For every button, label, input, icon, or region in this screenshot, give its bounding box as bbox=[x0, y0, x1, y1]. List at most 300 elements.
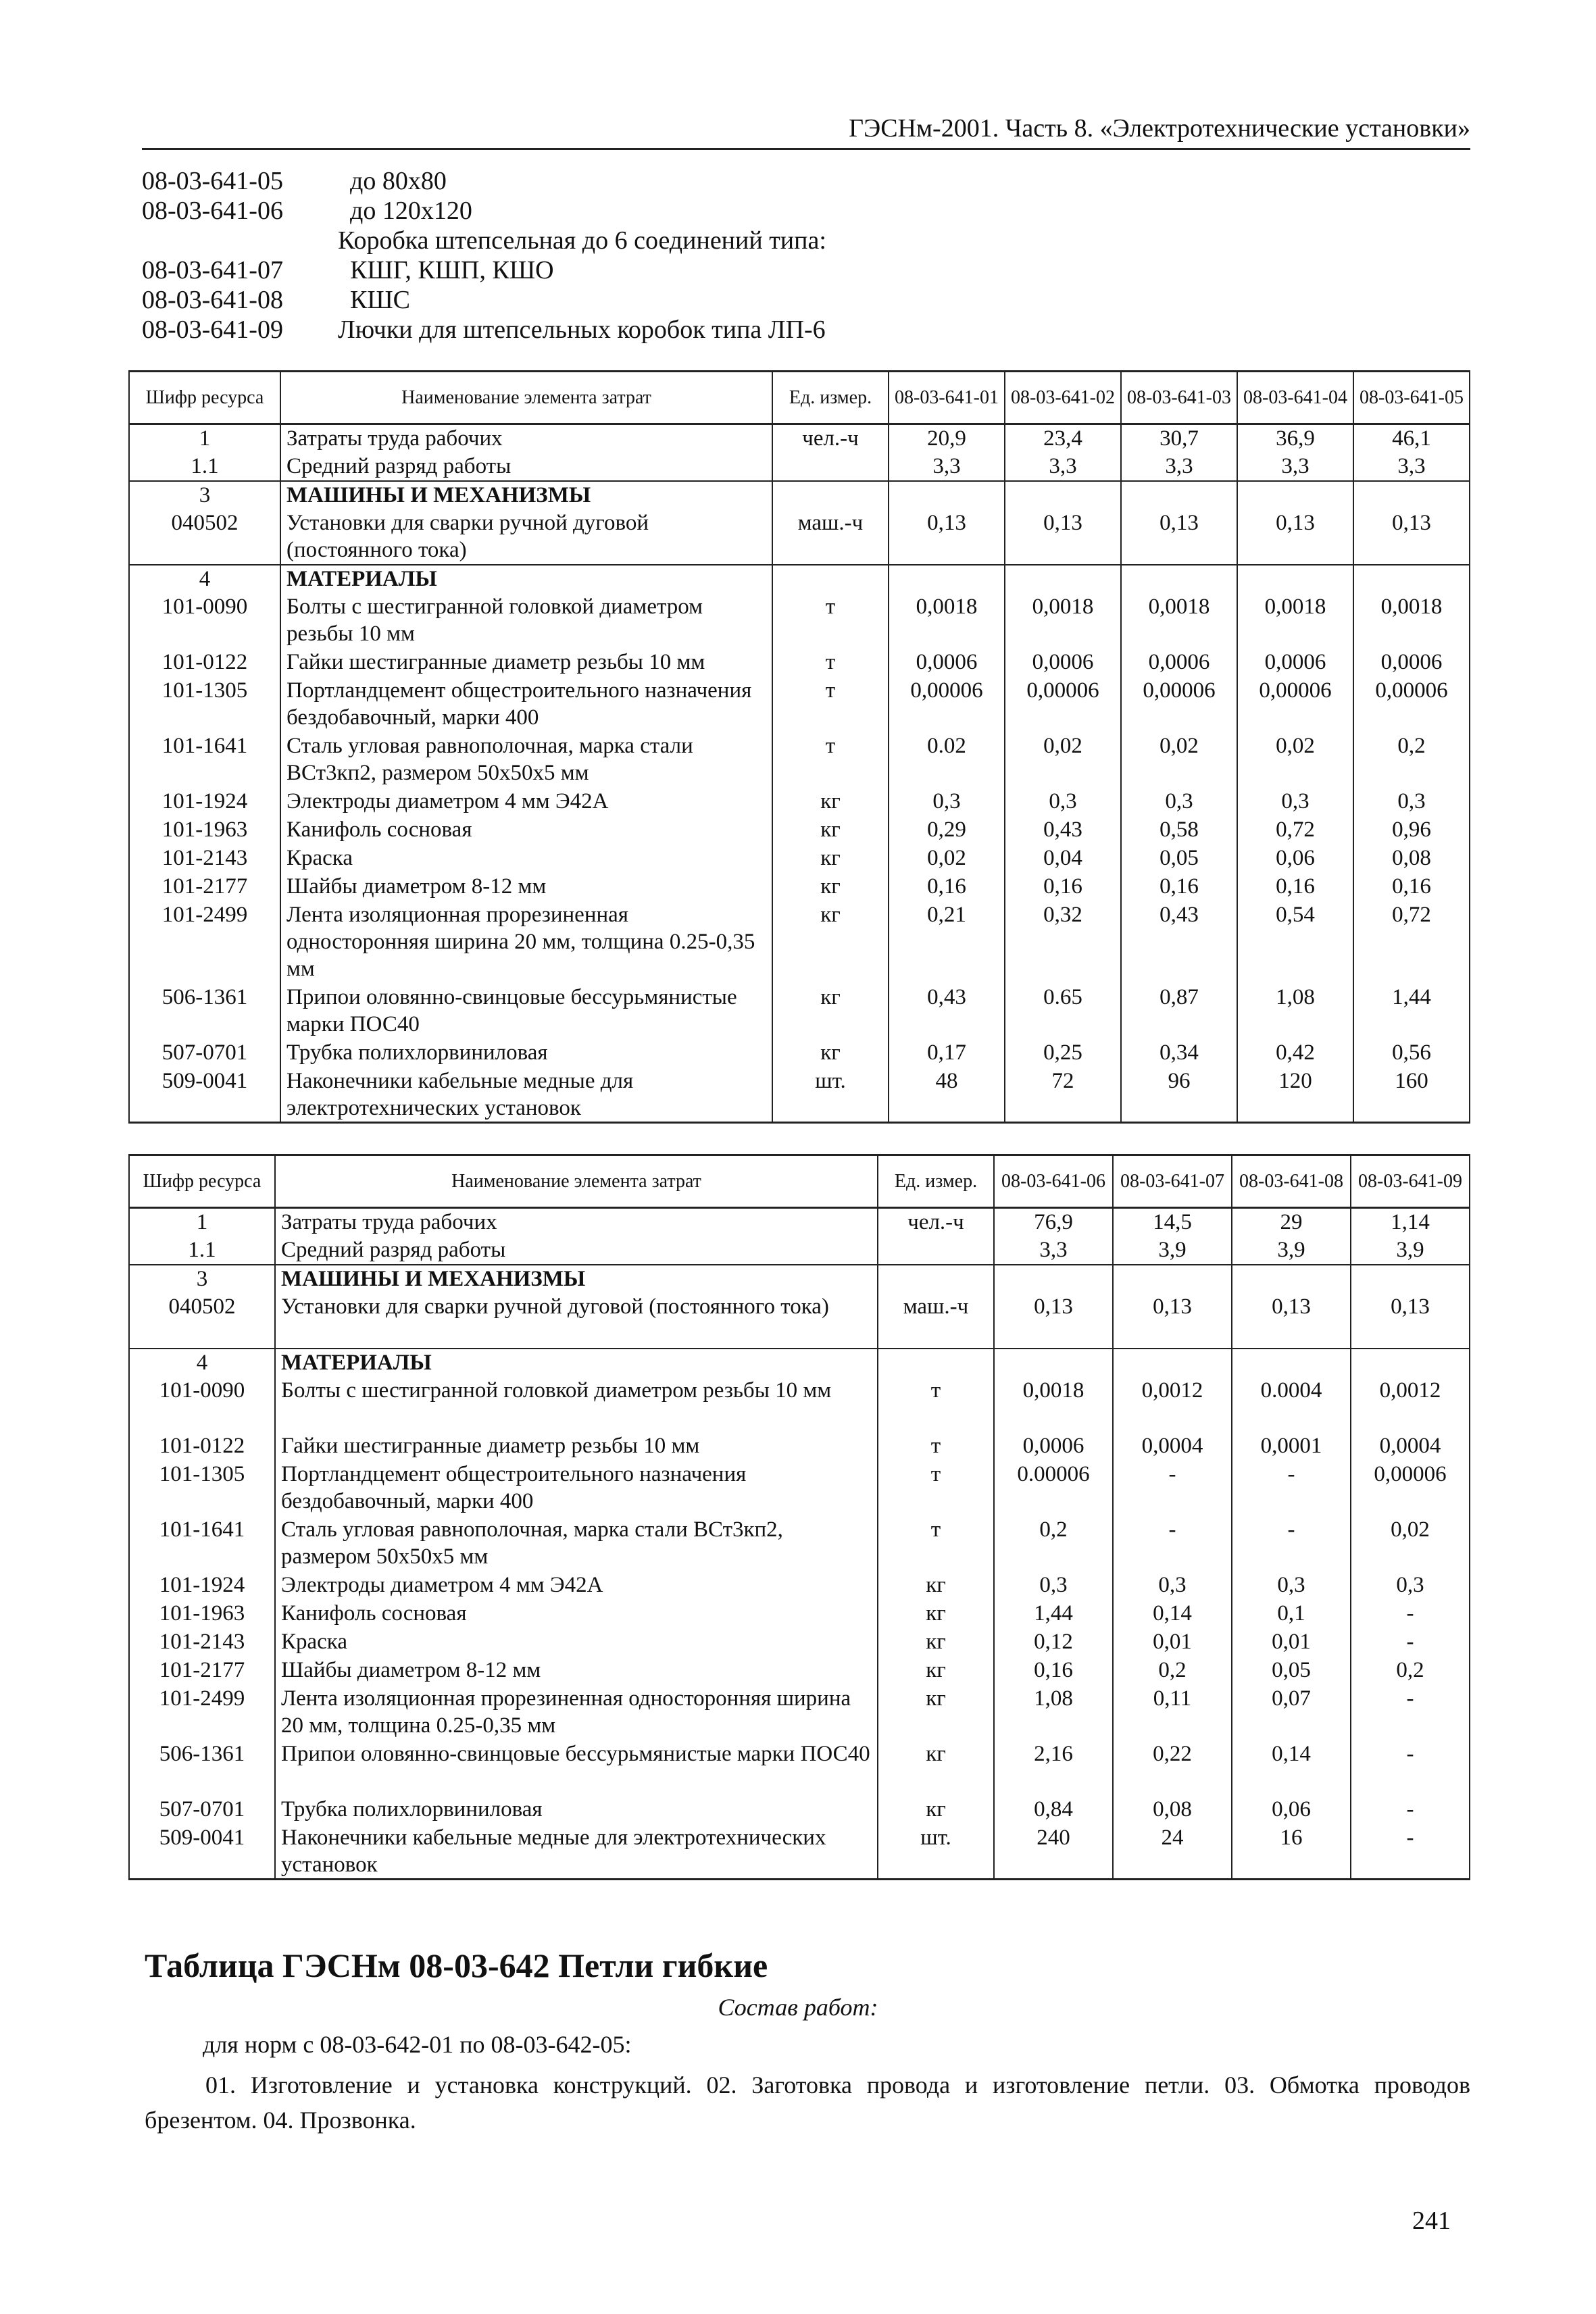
norm-value: - bbox=[1351, 1685, 1470, 1740]
resource-code: 101-1963 bbox=[129, 816, 280, 845]
col-header-name: Наименование элемента затрат bbox=[275, 1155, 878, 1208]
norm-value: 0,02 bbox=[889, 845, 1005, 873]
norm-value: 0,43 bbox=[889, 984, 1005, 1039]
unit: т bbox=[772, 593, 889, 649]
norm-value: 0,0018 bbox=[1237, 593, 1353, 649]
code-line bbox=[142, 315, 1223, 345]
resource-code: 101-1641 bbox=[129, 732, 280, 788]
unit: т bbox=[878, 1432, 994, 1461]
norm-desc: Лючки для штепсельных коробок типа ЛП-6 bbox=[338, 316, 826, 344]
resource-code: 101-2177 bbox=[129, 873, 280, 901]
unit: кг bbox=[878, 1600, 994, 1628]
col-header-name: Наименование элемента затрат bbox=[280, 372, 772, 424]
norm-code: 08-03-641-05 bbox=[142, 167, 283, 195]
unit: кг bbox=[772, 816, 889, 845]
norm-value: 0,07 bbox=[1232, 1685, 1351, 1740]
norm-value: 0,0006 bbox=[1237, 649, 1353, 677]
norm-value: 24 bbox=[1113, 1824, 1232, 1880]
table-row bbox=[129, 1628, 1470, 1657]
norm-value: 0,02 bbox=[1005, 732, 1121, 788]
resource-code: 4 bbox=[129, 565, 280, 593]
norm-value: 1,14 bbox=[1351, 1208, 1470, 1236]
cost-element-name: Трубка полихлорвиниловая bbox=[275, 1796, 878, 1824]
cost-element-name: Трубка полихлорвиниловая bbox=[280, 1039, 772, 1067]
col-header-code: Шифр ресурса bbox=[129, 1155, 275, 1208]
table-row bbox=[129, 732, 1470, 788]
table-row bbox=[129, 984, 1470, 1039]
norm-value: 0,0006 bbox=[1353, 649, 1470, 677]
norm-value: 0,00006 bbox=[1121, 677, 1237, 732]
unit bbox=[772, 565, 889, 593]
cost-element-name: Лента изоляционная прорезиненная односторонняя ширина 20 мм, толщина 0.25-0,35 мм bbox=[280, 901, 772, 984]
norm-value: - bbox=[1351, 1628, 1470, 1657]
resource-code: 101-1305 bbox=[129, 1461, 275, 1516]
norm-value: 3,3 bbox=[994, 1236, 1113, 1265]
resource-code: 507-0701 bbox=[129, 1796, 275, 1824]
norm-value: 0,13 bbox=[1121, 509, 1237, 565]
norm-value: 0,14 bbox=[1113, 1600, 1232, 1628]
table-row bbox=[129, 1740, 1470, 1796]
resource-code: 1 bbox=[129, 424, 280, 453]
col-header-norm: 08-03-641-07 bbox=[1113, 1155, 1232, 1208]
norm-value: 0,2 bbox=[1351, 1657, 1470, 1685]
resource-code: 507-0701 bbox=[129, 1039, 280, 1067]
norm-value: 0,0006 bbox=[994, 1432, 1113, 1461]
norm-value: 0,43 bbox=[1121, 901, 1237, 984]
norm-code bbox=[142, 226, 338, 255]
norm-value: - bbox=[1351, 1824, 1470, 1880]
norm-value: 0,22 bbox=[1113, 1740, 1232, 1796]
cost-element-name: МАТЕРИАЛЫ bbox=[275, 1349, 878, 1377]
norm-value: 0,0018 bbox=[889, 593, 1005, 649]
norm-value: 0,00006 bbox=[889, 677, 1005, 732]
cost-element-name: Затраты труда рабочих bbox=[275, 1208, 878, 1236]
norm-value: 0,16 bbox=[1353, 873, 1470, 901]
unit: т bbox=[772, 677, 889, 732]
unit: т bbox=[772, 649, 889, 677]
norm-value: 0,0018 bbox=[1353, 593, 1470, 649]
norm-value: 0,06 bbox=[1237, 845, 1353, 873]
norm-value: 0.02 bbox=[889, 732, 1005, 788]
resource-table-2 bbox=[128, 1154, 1470, 1880]
col-header-norm: 08-03-641-09 bbox=[1351, 1155, 1470, 1208]
norm-value bbox=[889, 565, 1005, 593]
norms-range: для норм с 08-03-642-01 по 08-03-642-05: bbox=[203, 2031, 632, 2058]
unit: кг bbox=[878, 1657, 994, 1685]
norm-value: 0,01 bbox=[1113, 1628, 1232, 1657]
norm-value bbox=[1237, 565, 1353, 593]
norm-value: 0,08 bbox=[1353, 845, 1470, 873]
code-line bbox=[142, 196, 1223, 226]
norm-value: 0,3 bbox=[889, 788, 1005, 816]
norm-value: 0,42 bbox=[1237, 1039, 1353, 1067]
col-header-unit: Ед. измер. bbox=[878, 1155, 994, 1208]
cost-element-name: Затраты труда рабочих bbox=[280, 424, 772, 453]
col-header-norm: 08-03-641-08 bbox=[1232, 1155, 1351, 1208]
norm-group-desc: Коробка штепсельная до 6 соединений типа: bbox=[338, 226, 826, 255]
norm-value: 3,3 bbox=[1237, 453, 1353, 481]
norm-value: 0,16 bbox=[889, 873, 1005, 901]
norm-value: 3,3 bbox=[1353, 453, 1470, 481]
resource-code: 506-1361 bbox=[129, 984, 280, 1039]
norm-value: 0,00006 bbox=[1353, 677, 1470, 732]
page-number: 241 bbox=[1412, 2207, 1451, 2235]
table-row bbox=[129, 1067, 1470, 1123]
norm-value: - bbox=[1351, 1796, 1470, 1824]
resource-code: 101-2143 bbox=[129, 845, 280, 873]
norm-value: 46,1 bbox=[1353, 424, 1470, 453]
norm-value bbox=[1351, 1265, 1470, 1293]
table-row bbox=[129, 1432, 1470, 1461]
unit: т bbox=[878, 1377, 994, 1432]
table-row bbox=[129, 481, 1470, 509]
cost-element-name: Наконечники кабельные медные для электротехнических установок bbox=[275, 1824, 878, 1880]
norm-code: 08-03-641-09 bbox=[142, 316, 283, 344]
resource-code: 101-2499 bbox=[129, 1685, 275, 1740]
cost-element-name: Гайки шестигранные диаметр резьбы 10 мм bbox=[275, 1432, 878, 1461]
norm-value: 0,02 bbox=[1351, 1516, 1470, 1571]
norm-value: 0,2 bbox=[994, 1516, 1113, 1571]
norm-value bbox=[1353, 481, 1470, 509]
norm-value: 1,44 bbox=[1353, 984, 1470, 1039]
norm-value: 0,00006 bbox=[1237, 677, 1353, 732]
col-header-norm: 08-03-641-02 bbox=[1005, 372, 1121, 424]
resource-code: 509-0041 bbox=[129, 1067, 280, 1123]
norm-value: 0,29 bbox=[889, 816, 1005, 845]
resource-code: 101-2177 bbox=[129, 1657, 275, 1685]
unit: кг bbox=[772, 845, 889, 873]
norm-value: 0,0018 bbox=[1005, 593, 1121, 649]
norm-value bbox=[1237, 481, 1353, 509]
unit bbox=[878, 1265, 994, 1293]
cost-element-name: Портландцемент общестроительного назначения бездобавочный, марки 400 bbox=[275, 1461, 878, 1516]
code-line bbox=[142, 166, 1223, 196]
table-header-row bbox=[129, 372, 1470, 424]
cost-element-name: Припои оловянно-свинцовые бессурьмянистые марки ПОС40 bbox=[280, 984, 772, 1039]
norm-value: 0,0006 bbox=[889, 649, 1005, 677]
norm-value: 0,08 bbox=[1113, 1796, 1232, 1824]
table-row bbox=[129, 593, 1470, 649]
norm-value: 3,9 bbox=[1232, 1236, 1351, 1265]
norm-value: 0,16 bbox=[1121, 873, 1237, 901]
norm-value bbox=[1121, 565, 1237, 593]
norm-value: 0,21 bbox=[889, 901, 1005, 984]
norm-value bbox=[1113, 1349, 1232, 1377]
table-row bbox=[129, 1208, 1470, 1236]
cost-element-name: Установки для сварки ручной дуговой (постоянного тока) bbox=[280, 509, 772, 565]
norm-value: 20,9 bbox=[889, 424, 1005, 453]
norm-value: 0,11 bbox=[1113, 1685, 1232, 1740]
norm-value: - bbox=[1232, 1461, 1351, 1516]
col-header-unit: Ед. измер. bbox=[772, 372, 889, 424]
unit: кг bbox=[878, 1796, 994, 1824]
norm-value bbox=[889, 481, 1005, 509]
col-header-norm: 08-03-641-03 bbox=[1121, 372, 1237, 424]
resource-code: 3 bbox=[129, 1265, 275, 1293]
unit: кг bbox=[772, 788, 889, 816]
norm-value: - bbox=[1113, 1461, 1232, 1516]
norm-value: 16 bbox=[1232, 1824, 1351, 1880]
cost-element-name: Шайбы диаметром 8-12 мм bbox=[280, 873, 772, 901]
norm-value: - bbox=[1351, 1740, 1470, 1796]
norm-value: 0.0004 bbox=[1232, 1377, 1351, 1432]
unit: маш.-ч bbox=[878, 1293, 994, 1349]
norm-code: 08-03-641-08 bbox=[142, 286, 283, 314]
cost-element-name: Средний разряд работы bbox=[280, 453, 772, 481]
resource-code: 1.1 bbox=[129, 453, 280, 481]
norm-value: 72 bbox=[1005, 1067, 1121, 1123]
table-row bbox=[129, 1293, 1470, 1349]
table-row bbox=[129, 1516, 1470, 1571]
norm-value: 2,16 bbox=[994, 1740, 1113, 1796]
table-row bbox=[129, 1039, 1470, 1067]
col-header-norm: 08-03-641-06 bbox=[994, 1155, 1113, 1208]
unit bbox=[772, 481, 889, 509]
unit: кг bbox=[878, 1628, 994, 1657]
cost-element-name: МАШИНЫ И МЕХАНИЗМЫ bbox=[280, 481, 772, 509]
norm-value: 0,13 bbox=[994, 1293, 1113, 1349]
table-row bbox=[129, 1824, 1470, 1880]
resource-code: 101-1305 bbox=[129, 677, 280, 732]
resource-code: 1 bbox=[129, 1208, 275, 1236]
norm-value: 0,12 bbox=[994, 1628, 1113, 1657]
norm-value: 0,0018 bbox=[1121, 593, 1237, 649]
norm-value: 0,87 bbox=[1121, 984, 1237, 1039]
norm-value: 0,56 bbox=[1353, 1039, 1470, 1067]
composition-label: Состав работ: bbox=[718, 1994, 878, 2021]
norm-value: 0,16 bbox=[1005, 873, 1121, 901]
norm-value: 0,3 bbox=[1232, 1571, 1351, 1600]
norm-value: 0,96 bbox=[1353, 816, 1470, 845]
norm-value: 1,44 bbox=[994, 1600, 1113, 1628]
norm-value: 0,0006 bbox=[1121, 649, 1237, 677]
norm-value: 0,32 bbox=[1005, 901, 1121, 984]
cost-element-name: Болты с шестигранной головкой диаметром резьбы 10 мм bbox=[280, 593, 772, 649]
table-header-row bbox=[129, 1155, 1470, 1208]
norm-value: 0,16 bbox=[994, 1657, 1113, 1685]
table-642-title: Таблица ГЭСНм 08-03-642 Петли гибкие bbox=[145, 1946, 768, 1984]
norm-value bbox=[994, 1265, 1113, 1293]
unit: кг bbox=[878, 1740, 994, 1796]
unit bbox=[878, 1349, 994, 1377]
table-row bbox=[129, 1796, 1470, 1824]
norm-value: 3,3 bbox=[889, 453, 1005, 481]
cost-element-name: Установки для сварки ручной дуговой (постоянного тока) bbox=[275, 1293, 878, 1349]
cost-element-name: Канифоль сосновая bbox=[280, 816, 772, 845]
norm-desc: до 80x80 bbox=[350, 167, 447, 195]
unit: чел.-ч bbox=[772, 424, 889, 453]
norm-value: 0,13 bbox=[1353, 509, 1470, 565]
cost-element-name: Краска bbox=[280, 845, 772, 873]
col-header-norm: 08-03-641-04 bbox=[1237, 372, 1353, 424]
code-line-heading bbox=[142, 226, 1223, 255]
cost-element-name: Краска bbox=[275, 1628, 878, 1657]
norm-value bbox=[1353, 565, 1470, 593]
resource-code: 4 bbox=[129, 1349, 275, 1377]
resource-code: 101-1641 bbox=[129, 1516, 275, 1571]
norm-value: 0,0012 bbox=[1113, 1377, 1232, 1432]
resource-code: 101-1924 bbox=[129, 788, 280, 816]
table-row bbox=[129, 1600, 1470, 1628]
resource-code: 509-0041 bbox=[129, 1824, 275, 1880]
resource-code: 040502 bbox=[129, 1293, 275, 1349]
resource-code: 101-2499 bbox=[129, 901, 280, 984]
table-row bbox=[129, 1236, 1470, 1265]
cost-element-name: Сталь угловая равнополочная, марка стали ВСт3кп2, размером 50x50x5 мм bbox=[280, 732, 772, 788]
resource-table-1 bbox=[128, 370, 1470, 1124]
unit: кг bbox=[878, 1571, 994, 1600]
table-row bbox=[129, 901, 1470, 984]
cost-element-name: Канифоль сосновая bbox=[275, 1600, 878, 1628]
norm-value: 0,72 bbox=[1353, 901, 1470, 984]
table-row bbox=[129, 873, 1470, 901]
cost-element-name: Электроды диаметром 4 мм Э42А bbox=[280, 788, 772, 816]
resource-code: 101-0090 bbox=[129, 593, 280, 649]
col-header-norm: 08-03-641-05 bbox=[1353, 372, 1470, 424]
norm-value: 14,5 bbox=[1113, 1208, 1232, 1236]
norm-value: 0,02 bbox=[1237, 732, 1353, 788]
resource-code: 506-1361 bbox=[129, 1740, 275, 1796]
norm-value: 0,2 bbox=[1113, 1657, 1232, 1685]
norm-value bbox=[1351, 1349, 1470, 1377]
table-row bbox=[129, 788, 1470, 816]
norm-value: 0,04 bbox=[1005, 845, 1121, 873]
norm-value: 36,9 bbox=[1237, 424, 1353, 453]
unit: т bbox=[878, 1461, 994, 1516]
unit: кг bbox=[772, 901, 889, 984]
norm-code: 08-03-641-07 bbox=[142, 256, 283, 284]
norm-value: 0,02 bbox=[1121, 732, 1237, 788]
cost-element-name: Припои оловянно-свинцовые бессурьмянистые марки ПОС40 bbox=[275, 1740, 878, 1796]
norm-value: 0,34 bbox=[1121, 1039, 1237, 1067]
norm-value: 0,0004 bbox=[1113, 1432, 1232, 1461]
table-row bbox=[129, 1265, 1470, 1293]
col-header-norm: 08-03-641-01 bbox=[889, 372, 1005, 424]
norm-value: 0,13 bbox=[1351, 1293, 1470, 1349]
norm-value: 96 bbox=[1121, 1067, 1237, 1123]
cost-element-name: Гайки шестигранные диаметр резьбы 10 мм bbox=[280, 649, 772, 677]
unit bbox=[772, 453, 889, 481]
norm-value: 0,00006 bbox=[1005, 677, 1121, 732]
page-header: ГЭСНм-2001. Часть 8. «Электротехнические установки» bbox=[142, 108, 1470, 150]
unit: шт. bbox=[878, 1824, 994, 1880]
norm-value: 0,3 bbox=[994, 1571, 1113, 1600]
norm-value: 0.00006 bbox=[994, 1461, 1113, 1516]
works-description: 01. Изготовление и установка конструкций. 02. Заготовка провода и изготовление петли. 03. Обмотка проводов брезентом. 04. Прозвонка. bbox=[145, 2071, 1470, 2134]
norm-value bbox=[994, 1349, 1113, 1377]
norm-value bbox=[1121, 481, 1237, 509]
unit bbox=[878, 1236, 994, 1265]
norm-value: 23,4 bbox=[1005, 424, 1121, 453]
norm-value: 0,0012 bbox=[1351, 1377, 1470, 1432]
norm-value: 29 bbox=[1232, 1208, 1351, 1236]
norm-value: 0,3 bbox=[1005, 788, 1121, 816]
norm-value: 76,9 bbox=[994, 1208, 1113, 1236]
norm-value: 0,17 bbox=[889, 1039, 1005, 1067]
norm-value: 0,72 bbox=[1237, 816, 1353, 845]
norm-value: 0,3 bbox=[1121, 788, 1237, 816]
norm-value: 0,84 bbox=[994, 1796, 1113, 1824]
norm-value: 30,7 bbox=[1121, 424, 1237, 453]
unit: т bbox=[878, 1516, 994, 1571]
norm-value: 0,13 bbox=[1237, 509, 1353, 565]
table-row bbox=[129, 1657, 1470, 1685]
norm-desc: до 120x120 bbox=[350, 197, 472, 225]
norm-value bbox=[1005, 481, 1121, 509]
resource-code: 101-1924 bbox=[129, 1571, 275, 1600]
norm-value: 0,0004 bbox=[1351, 1432, 1470, 1461]
norm-value: 0,54 bbox=[1237, 901, 1353, 984]
cost-element-name: МАШИНЫ И МЕХАНИЗМЫ bbox=[275, 1265, 878, 1293]
norm-value: 0,13 bbox=[1232, 1293, 1351, 1349]
norm-value: 3,3 bbox=[1005, 453, 1121, 481]
table-row bbox=[129, 1685, 1470, 1740]
table-row bbox=[129, 649, 1470, 677]
norm-value: 0,1 bbox=[1232, 1600, 1351, 1628]
norm-value: 0,13 bbox=[1113, 1293, 1232, 1349]
table-row bbox=[129, 453, 1470, 481]
unit: кг bbox=[772, 873, 889, 901]
table-row bbox=[129, 1571, 1470, 1600]
norm-value: - bbox=[1232, 1516, 1351, 1571]
cost-element-name: Шайбы диаметром 8-12 мм bbox=[275, 1657, 878, 1685]
code-line bbox=[142, 285, 1223, 315]
norm-value: 0,3 bbox=[1113, 1571, 1232, 1600]
table-row bbox=[129, 1349, 1470, 1377]
table-row bbox=[129, 845, 1470, 873]
norm-value: - bbox=[1113, 1516, 1232, 1571]
norm-value: 0,0018 bbox=[994, 1377, 1113, 1432]
resource-code: 040502 bbox=[129, 509, 280, 565]
norm-value: 0,3 bbox=[1353, 788, 1470, 816]
table-row bbox=[129, 565, 1470, 593]
norm-value bbox=[1113, 1265, 1232, 1293]
norm-value: 0,13 bbox=[889, 509, 1005, 565]
norm-value: 0,58 bbox=[1121, 816, 1237, 845]
norm-value: 0,43 bbox=[1005, 816, 1121, 845]
norm-desc: КШС bbox=[350, 286, 411, 314]
norm-value: 0,0006 bbox=[1005, 649, 1121, 677]
norm-value: - bbox=[1351, 1600, 1470, 1628]
norm-value: 1,08 bbox=[1237, 984, 1353, 1039]
resource-code: 101-2143 bbox=[129, 1628, 275, 1657]
norm-value: 0,0001 bbox=[1232, 1432, 1351, 1461]
norm-value: 3,9 bbox=[1113, 1236, 1232, 1265]
cost-element-name: Наконечники кабельные медные для электротехнических установок bbox=[280, 1067, 772, 1123]
unit: т bbox=[772, 732, 889, 788]
cost-element-name: Болты с шестигранной головкой диаметром резьбы 10 мм bbox=[275, 1377, 878, 1432]
unit: кг bbox=[772, 1039, 889, 1067]
table-row bbox=[129, 677, 1470, 732]
norm-value: 3,9 bbox=[1351, 1236, 1470, 1265]
norm-value: 240 bbox=[994, 1824, 1113, 1880]
norm-value: 120 bbox=[1237, 1067, 1353, 1123]
norm-value: 0,3 bbox=[1351, 1571, 1470, 1600]
norm-desc: КШГ, КШП, КШО bbox=[350, 256, 554, 284]
norm-value: 0,2 bbox=[1353, 732, 1470, 788]
norm-value: 0,14 bbox=[1232, 1740, 1351, 1796]
cost-element-name: Портландцемент общестроительного назначения бездобавочный, марки 400 bbox=[280, 677, 772, 732]
norm-value: 160 bbox=[1353, 1067, 1470, 1123]
norm-value: 0,00006 bbox=[1351, 1461, 1470, 1516]
norm-value: 1,08 bbox=[994, 1685, 1113, 1740]
norm-value: 3,3 bbox=[1121, 453, 1237, 481]
norm-value: 0,05 bbox=[1121, 845, 1237, 873]
norm-code: 08-03-641-06 bbox=[142, 197, 283, 225]
unit: чел.-ч bbox=[878, 1208, 994, 1236]
table-row bbox=[129, 424, 1470, 453]
resource-code: 101-0122 bbox=[129, 649, 280, 677]
